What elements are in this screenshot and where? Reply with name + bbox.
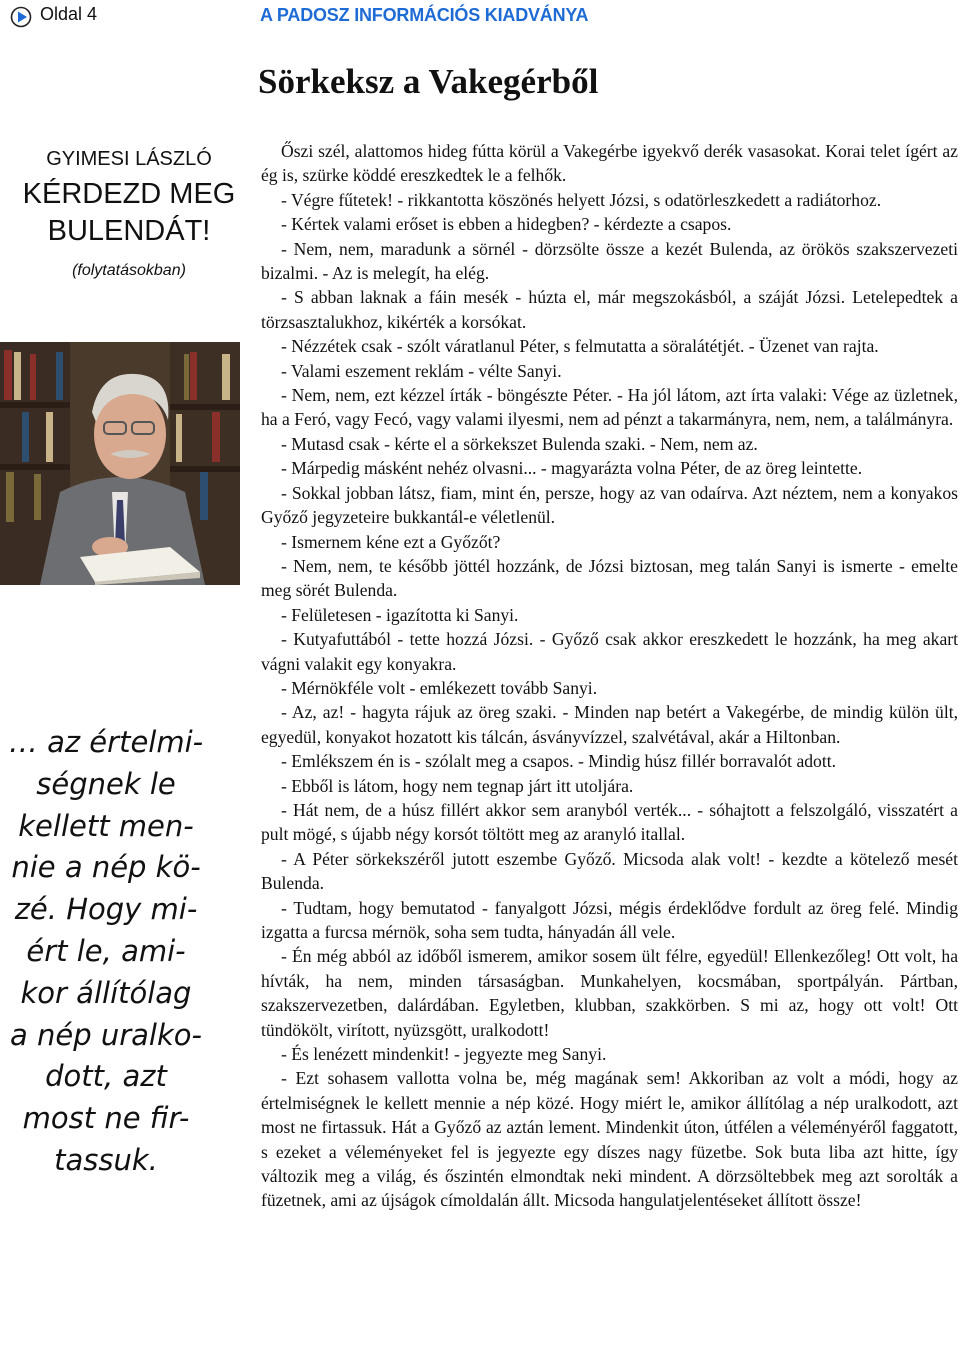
article-paragraph: - Sokkal jobban látsz, fiam, mint én, persze, hogy az van odaírva. Azt néztem, nem a konyakos Győző jegyzeteire bukkantál-e véletlenül. [261,482,958,528]
article-paragraph: - Nem, nem, maradunk a sörnél - dörzsölte össze a kezét Bulenda, az örökös szakszervezeti bizalmi. - Az is melegít, ha elég. [261,238,958,284]
article-paragraph: - Emlékszem én is - szólalt meg a csapos. - Mindig húsz fillér borravalót adott. [281,751,837,772]
article-paragraph: - Hát nem, de a húsz fillért akkor sem aranyból verték... - sóhajtott a felszolgáló, visszatért a pult mögé, s újabb négy korsót töltött meg az aranyló itallal. [261,799,958,845]
pull-quote-line: tassuk. [54,1142,158,1177]
article-paragraph: - Ezt sohasem vallotta volna be, még magának sem! Akkoriban az volt a módi, hogy az értelmiségnek le kellett mennie a nép közé. Hogy miért le, amikor állítólag a nép uralkodott, azt most ne firtassuk. Hát a Győző az aztán lement. Mindenkit úton, útfélen a véleményéről faggatott, s ezeket a véleményeket fel is jegyezte egy díszes nagy füzetbe. Sok buta liba azt hitte, így változik meg a világ, és őszintén elmondtak neki mindent. A dörzsöltebbek meg azt sorolták a füzetnek, ami az újságok címoldalán állt. Micsoda hangulatjelentéseket állított össze! [261,1068,958,1211]
pull-quote-line: kellett men- [18,808,194,843]
author-photo [0,342,240,585]
article-title: Sörkeksz a Vakegérből [258,62,599,101]
article-paragraph: - Mutasd csak - kérte el a sörkekszet Bulenda szaki. - Nem, nem az. [281,433,758,454]
page-header [0,0,960,34]
pull-quote-line: most ne fir- [22,1101,190,1136]
article-body [261,139,958,1213]
article-paragraph: - A Péter sörkekszéről jutott eszembe Győző. Micsoda alak volt! - kezdte a kötelező mesét Bulenda. [261,848,958,894]
pull-quote-line: ségnek le [36,766,176,801]
publication-name: A PADOSZ INFORMÁCIÓS KIADVÁNYA [260,5,589,25]
article-paragraph: - És lenézett mindenkit! - jegyezte meg Sanyi. [281,1044,607,1065]
pull-quote-line: nie a nép kö- [11,850,201,885]
author-name: GYIMESI LÁSZLÓ [46,148,212,170]
article-paragraph: - Az, az! - hagyta rájuk az öreg szaki. - Minden nap betért a Vakegérbe, de mindig külön ült, egyedül, konyakot hozatott kis tálcán, ásványvízzel, szalvétával, akár a Hiltonban. [261,702,958,747]
article-paragraph: - Kutyafuttából - tette hozzá Józsi. - Győző csak akkor ereszkedett le hozzánk, ha meg akart vágni valakit egy konyakra. [261,629,958,674]
article-paragraph: - Felületesen - igazította ki Sanyi. [281,604,519,625]
article-paragraph: - Nem, nem, te később jöttél hozzánk, de Józsi biztosan, meg talán Sanyi is ismerte - emelte meg sörét Bulenda. [261,555,958,601]
column-title-line: KÉRDEZD MEG [22,178,236,210]
article-paragraph: - Nem, nem, ezt kézzel írták - böngészte Péter. - Ha jól látom, azt írta valaki: Vége az üzletnek, ha a Feró, vagy Fecó, vagy valami ilyesmi, nem ad pénzt a takarmányra, nem, nem, a találmányra. [261,385,958,430]
article-paragraph: - Én még abból az időből ismerem, amikor sosem ült félre, egyedül! Ellenkezőleg! Ott volt, ha hívták, ha nem, minden társaságban. Munkahelyen, kocsmában, sportpályán. Pártban, szakszervezetben, dalárdában. Egyletben, klubban, szakkörben. S mi az, hogy ott volt! Ott tündökölt, virított, nyüzsgött, uralkodott! [261,946,958,1040]
article-paragraph: - Ebből is látom, hogy nem tegnap járt itt utoljára. [281,775,634,796]
article-paragraph: - Végre fűtetek! - rikkantotta köszönés helyett Józsi, s odatörleszkedett a radiátorhoz. [281,189,882,210]
article-paragraph: - Márpedig másként nehéz olvasni... - magyarázta volna Péter, de az öreg leintette. [281,458,863,479]
article-paragraph: - Tudtam, hogy bemutatod - fanyalgott Józsi, mégis érdeklődve fordult az öreg felé. Mindig izgatta a furcsa mérnök, soha sem tudta, hányadán áll vele. [261,897,958,942]
pull-quote-line: zé. Hogy mi- [14,892,198,927]
pull-quote-line: … az értelmi- [8,725,204,759]
pull-quote-line: ért le, ami- [26,933,186,968]
article-paragraph: - Valami eszement reklám - vélte Sanyi. [281,360,562,381]
article-paragraph: - S abban laknak a fáin mesék - húzta el, már megszokásból, a száját Józsi. Letelepedtek a törzsasztalukhoz, kikérték a korsókat. [261,287,958,332]
pull-quote-line: kor állítólag [20,975,192,1010]
column-note: (folytatásokban) [72,262,186,279]
column-title [0,176,258,250]
article-paragraph: - Mérnökféle volt - emlékezett tovább Sanyi. [281,677,598,698]
pull-quote [0,722,212,1182]
pull-quote-line: dott, azt [45,1059,167,1094]
column-title-line: BULENDÁT! [47,215,211,247]
article-paragraph: Őszi szél, alattomos hideg fútta körül a Vakegérbe igyekvő derék vasasokat. Korai telet ígért az ég is, szürke köddé ereszkedtek le a felhők. [261,141,958,186]
article-paragraph: - Kértek valami erőset is ebben a hidegben? - kérdezte a csapos. [281,214,732,235]
play-icon [10,6,32,28]
page-number: Oldal 4 [40,4,98,24]
article-paragraph: - Ismernem kéne ezt a Győzőt? [281,531,501,552]
pull-quote-line: a nép uralko- [10,1017,202,1052]
article-paragraph: - Nézzétek csak - szólt váratlanul Péter, s felmutatta a söralátétjét. - Üzenet van rajta. [281,336,879,357]
